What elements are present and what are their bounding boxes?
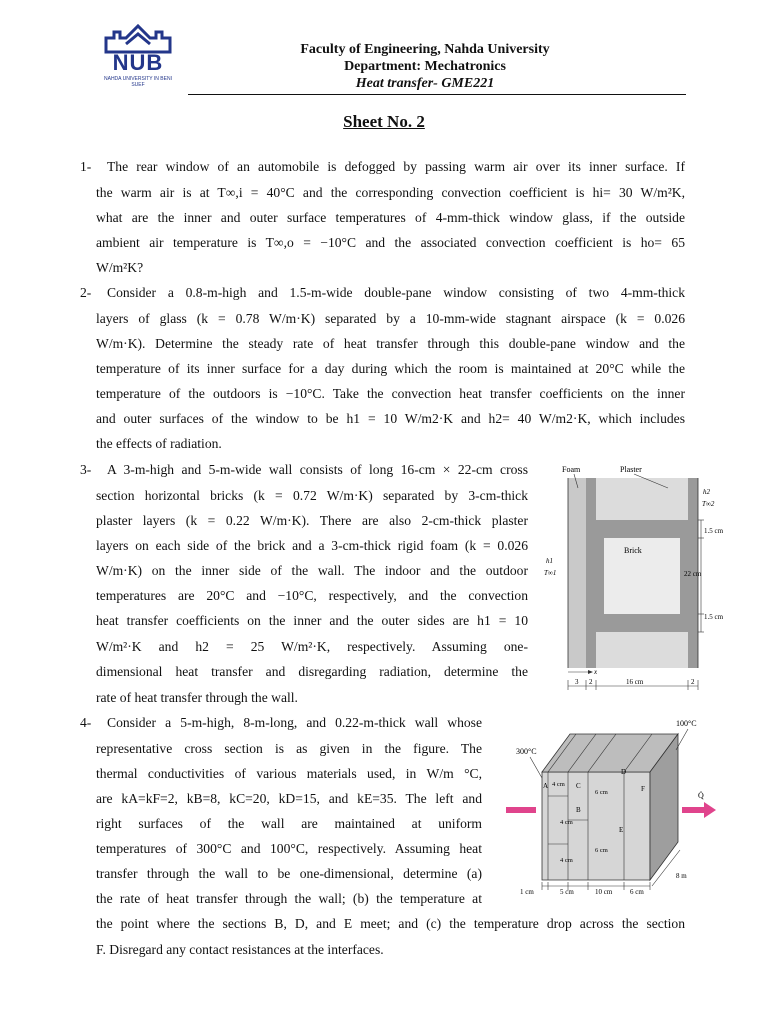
dim-4cm-a: 4 cm — [552, 781, 565, 788]
problem-3-line: W/m²·K and h2 = 25 W/m²·K, respectively. Assuming one- — [96, 639, 528, 654]
problem-3-line: section horizontal bricks (k = 0.72 W/m·K) separated by 3-cm-thick — [96, 488, 528, 503]
course-heading: Heat transfer- GME221 — [355, 76, 495, 91]
problem-4-line: right surfaces of the wall are maintained at uniform — [96, 816, 482, 831]
dim-5cm: 5 cm — [560, 888, 574, 896]
brick-bottom — [596, 632, 688, 668]
section-d-label: D — [621, 768, 627, 776]
problem-4-line: the rate of heat transfer through the wall; (b) the temperature at — [96, 891, 482, 906]
dim-plaster-width-right: 2 — [691, 678, 695, 686]
problem-4-line: F. Disregard any contact resistances at the interfaces. — [96, 942, 384, 957]
foam-layer — [568, 478, 586, 668]
problem-1-line: what are the inner and outer surface temperatures of 4-mm-thick window glass, if the outside — [96, 210, 685, 225]
brick-main — [604, 538, 680, 614]
section-b-label: B — [576, 806, 581, 814]
problem-1-number: 1- — [80, 159, 92, 174]
problem-4-line: thermal conductivities of various materials used, in W/m °C, — [96, 766, 482, 781]
problem-3-number: 3- — [80, 462, 92, 477]
dim-bottom-plaster: 1.5 cm — [704, 613, 724, 621]
brick-label: Brick — [624, 546, 642, 555]
h2-label: h2 — [703, 488, 710, 496]
dim-4cm-b: 4 cm — [560, 819, 573, 826]
problem-3-line: plaster layers (k = 0.22 W/m·K). There are also 2-cm-thick plaster — [96, 513, 528, 528]
problem-3-line: heat transfer coefficients on the inner and the outer sides are h1 = 10 — [96, 613, 528, 628]
problem-2-line: temperature of its inner surface for a day during which the room is maintained at 20°C while the — [96, 361, 685, 376]
problem-3-line: layers on each side of the brick and a 3-cm-thick rigid foam (k = 0.026 — [96, 538, 528, 553]
dim-10cm: 10 cm — [595, 888, 613, 896]
problem-4-line: the point where the sections B, D, and E meet; and (c) the temperature drop across the section — [96, 916, 685, 931]
heat-flow-arrow-icon — [682, 807, 704, 813]
dim-6cm-bottom: 6 cm — [630, 888, 644, 896]
problem-2-line: W/m·K). Determine the steady rate of heat transfer through this double-pane window and the — [96, 336, 685, 351]
problem-2-line: the effects of radiation. — [96, 436, 222, 451]
plaster-label: Plaster — [620, 465, 642, 474]
problem-3-line: W/m·K) on the inner side of the wall. The indoor and the outdoor — [96, 563, 528, 578]
problem-2-line: Consider a 0.8-m-high and 1.5-m-wide double-pane window consisting of two 4-mm-thick — [107, 285, 685, 300]
problem-4-line: Consider a 5-m-high, 8-m-long, and 0.22-m-thick wall whose — [107, 715, 482, 730]
incoming-heat-arrow-icon — [506, 807, 536, 813]
composite-wall-figure — [500, 712, 720, 897]
university-logo — [100, 24, 176, 94]
x-axis-label: x — [594, 668, 598, 676]
logo-subtitle: NAHDA UNIVERSITY IN BENI SUEF — [104, 76, 172, 88]
problem-3-line: dimensional heat transfer and disregarding radiation, determine the — [96, 664, 528, 679]
problem-2-line: and outer surfaces of the window to be h1 = 10 W/m2·K and h2= 40 W/m2·K, which includes — [96, 411, 685, 426]
section-a-label: A — [543, 782, 549, 790]
left-temperature-label: 300°C — [516, 747, 537, 756]
dim-6cm-b: 6 cm — [595, 847, 608, 854]
dim-1cm: 1 cm — [520, 888, 534, 896]
dim-foam-width: 3 — [575, 678, 579, 686]
section-c-label: C — [576, 782, 581, 790]
section-e-label: E — [619, 826, 624, 834]
right-temperature-label: 100°C — [676, 719, 697, 728]
problem-2-line: layers of glass (k = 0.78 W/m·K) separated by a 10-mm-wide stagnant airspace (k = 0.026 — [96, 311, 685, 326]
department-heading: Department: Mechatronics — [344, 59, 506, 74]
problem-4-line: temperatures of 300°C and 100°C, respectively. Assuming heat — [96, 841, 482, 856]
header-rule — [188, 94, 686, 95]
heat-rate-label: Q̇ — [698, 791, 704, 800]
dim-top-plaster: 1.5 cm — [704, 527, 724, 535]
problem-2-line: temperature of the outdoors is −10°C. Take the convection heat transfer coefficients on the inner — [96, 386, 685, 401]
h1-label: h1 — [546, 557, 553, 565]
dim-depth-8m: 8 m — [676, 872, 687, 880]
foam-label: Foam — [562, 465, 581, 474]
problem-2-number: 2- — [80, 285, 92, 300]
problem-4-line: transfer through the wall to be one-dimensional, determine (a) — [96, 866, 482, 881]
problem-1-line: the warm air is at T∞,i = 40°C and the corresponding convection coefficient is hi= 30 W/m²K, — [96, 185, 685, 200]
problem-4-number: 4- — [80, 715, 92, 730]
dim-6cm-a: 6 cm — [595, 789, 608, 796]
problem-1-line: The rear window of an automobile is defogged by passing warm air over its inner surface. If — [107, 159, 685, 174]
t-infinity-1-label: T∞1 — [544, 569, 557, 577]
problem-3-line: temperatures are 20°C and −10°C, respectively, and the convection — [96, 588, 528, 603]
dim-brick-width: 16 cm — [626, 678, 644, 686]
problem-1-line: W/m²K? — [96, 260, 144, 275]
dim-brick-height: 22 cm — [684, 570, 702, 578]
brick-top — [596, 478, 688, 520]
faculty-heading: Faculty of Engineering, Nahda University — [300, 42, 550, 57]
t-infinity-2-label: T∞2 — [702, 500, 715, 508]
dim-plaster-width: 2 — [589, 678, 593, 686]
logo-text: NUB — [112, 50, 164, 75]
brick-wall-figure — [538, 458, 738, 698]
problem-4-line: are kA=kF=2, kB=8, kC=20, kD=15, and kE=35. The left and — [96, 791, 482, 806]
problem-4-line: representative cross section is as given in the figure. The — [96, 741, 482, 756]
problem-3-line: A 3-m-high and 5-m-wide wall consists of long 16-cm × 22-cm cross — [107, 462, 528, 477]
sheet-title: Sheet No. 2 — [343, 112, 425, 131]
dim-4cm-c: 4 cm — [560, 857, 573, 864]
problem-1-line: ambient air temperature is T∞,o = −10°C and the associated convection coefficient is ho= 65 — [96, 235, 685, 250]
section-f-label: F — [641, 785, 645, 793]
problem-3-line: rate of heat transfer through the wall. — [96, 690, 298, 705]
